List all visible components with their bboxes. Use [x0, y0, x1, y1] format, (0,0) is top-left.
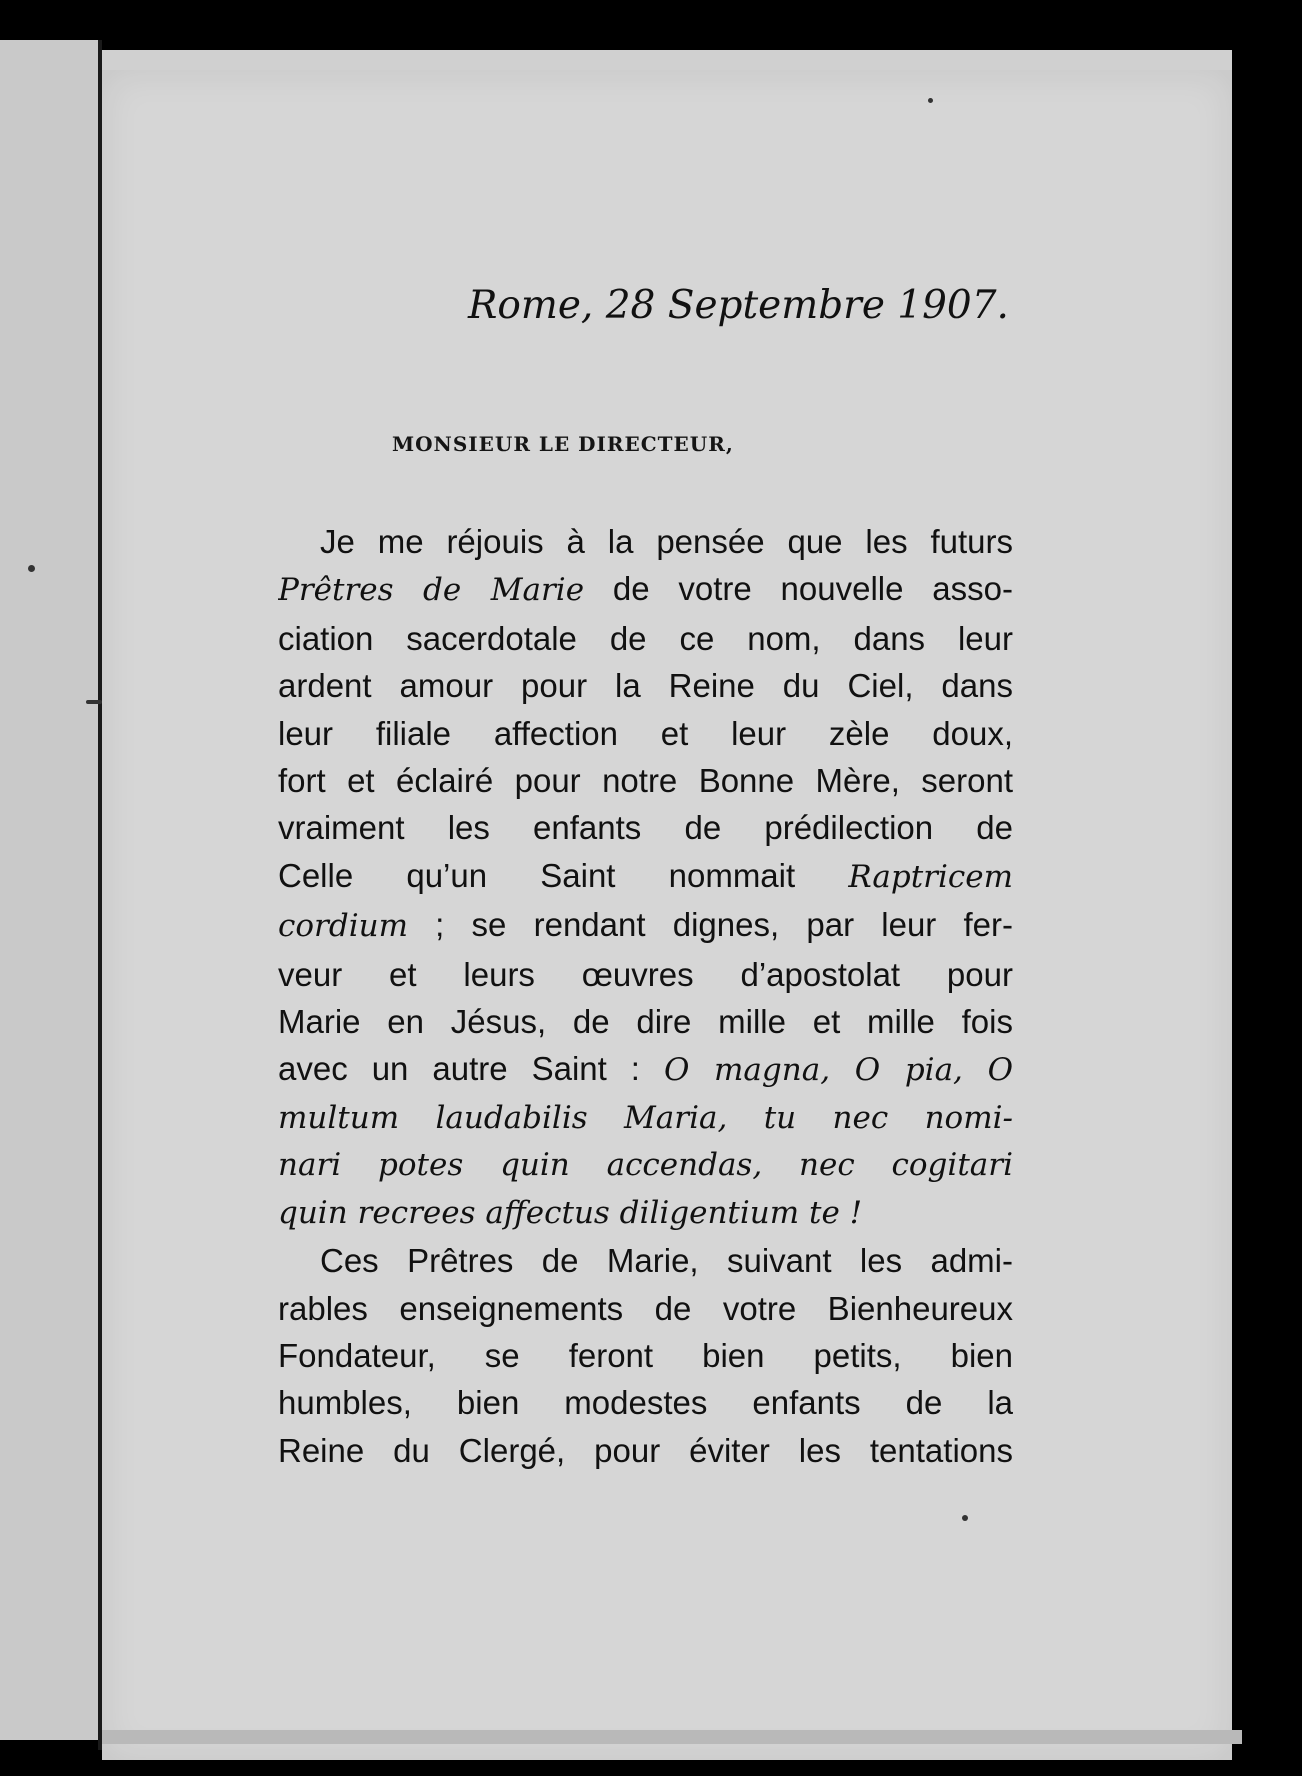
- left-page-margin: [0, 40, 100, 1740]
- page-bottom-edge: [102, 1730, 1242, 1744]
- italic-phrase: cordium: [278, 908, 408, 945]
- text-line: [278, 852, 1013, 901]
- text-line: vraiment les enfants de prédilection de: [278, 809, 1013, 847]
- text-fragment: ; se rendant dignes, par leur fer-: [407, 906, 1013, 944]
- text-fragment: de votre nouvelle asso-: [584, 570, 1013, 608]
- text-fragment: Celle qu’un Saint nommait: [278, 856, 849, 894]
- italic-phrase: O magna, O pia, O: [663, 1052, 1013, 1089]
- text-line: nari potes quin accendas, nec cogitari: [278, 1147, 1013, 1184]
- scan-speck: [86, 700, 102, 704]
- text-line: veur et leurs œuvres d’apostolat pour: [278, 955, 1013, 993]
- text-line: Reine du Clergé, pour éviter les tentations: [278, 1431, 1013, 1469]
- text-line: fort et éclairé pour notre Bonne Mère, seront: [278, 762, 1013, 800]
- text-line: multum laudabilis Maria, tu nec nomi-: [278, 1099, 1013, 1136]
- text-line: Marie en Jésus, de dire mille et mille fois: [278, 1003, 1013, 1041]
- text-fragment: avec un autre Saint :: [278, 1050, 664, 1088]
- italic-phrase: Raptricem: [848, 858, 1013, 895]
- letter-date: Rome, 28 Septembre 1907.: [468, 283, 1009, 328]
- letter-salutation: MONSIEUR LE DIRECTEUR,: [392, 432, 734, 456]
- italic-phrase: Prêtres de Marie: [278, 572, 585, 609]
- text-line: [278, 1045, 1013, 1094]
- text-line: [278, 565, 1013, 614]
- text-line: quin recrees affectus diligentium te !: [278, 1194, 863, 1231]
- text-line: Fondateur, se feront bien petits, bien: [278, 1336, 1013, 1374]
- scan-speck: [928, 98, 933, 103]
- text-line: ciation sacerdotale de ce nom, dans leur: [278, 619, 1013, 657]
- scan-speck: [962, 1515, 968, 1521]
- letter-body: [278, 518, 1013, 1474]
- text-line: humbles, bien modestes enfants de la: [278, 1384, 1013, 1422]
- text-line: Ces Prêtres de Marie, suivant les admi-: [320, 1242, 1013, 1280]
- binding-edge-line: [98, 40, 102, 1750]
- text-line: ardent amour pour la Reine du Ciel, dans: [278, 667, 1013, 705]
- text-line: leur filiale affection et leur zèle doux,: [278, 714, 1013, 752]
- text-line: [278, 901, 1013, 950]
- text-line: Je me réjouis à la pensée que les futurs: [320, 523, 1013, 560]
- scan-speck: [28, 565, 35, 572]
- text-line: rables enseignements de votre Bienheureux: [278, 1289, 1013, 1327]
